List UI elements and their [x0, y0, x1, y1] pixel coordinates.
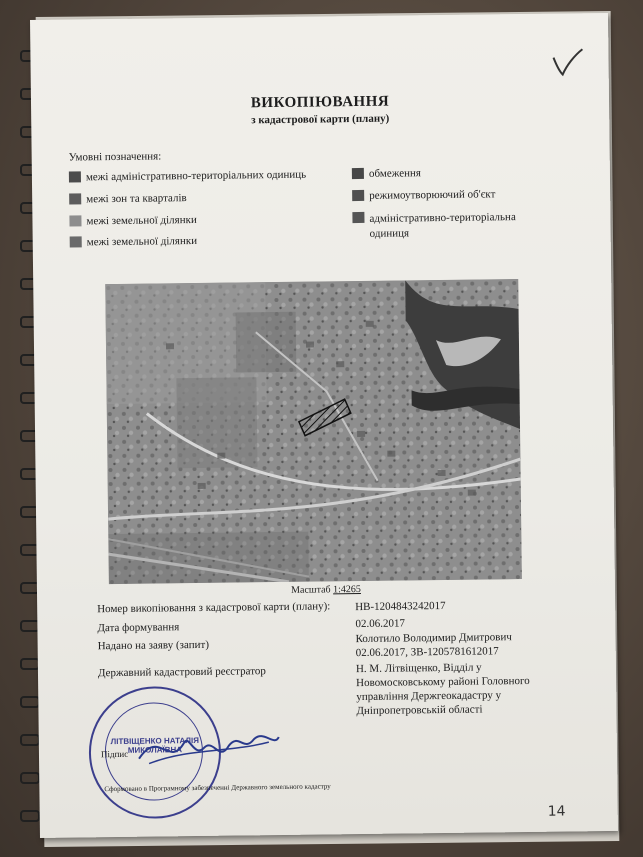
- field-value: Колотило Володимир Дмитрович 02.06.2017, ЗВ-1205781612017: [355, 631, 512, 660]
- field-label: Державний кадастровий реєстратор: [97, 665, 266, 680]
- legend-label: обмеження: [368, 167, 421, 180]
- field-value: 02.06.2017: [355, 617, 405, 631]
- legend-label: межі земельної ділянки: [86, 234, 198, 249]
- page-number: 14: [547, 803, 566, 820]
- footnote: Сформовано в Програмному забезпеченні Державного земельного кадастру: [104, 782, 331, 794]
- legend-label: режимоутворюючий об'єкт: [369, 188, 496, 202]
- field-value: НВ-1204843242017: [355, 599, 446, 614]
- legend-item: [352, 210, 532, 242]
- legend-swatch-icon: [352, 212, 364, 223]
- legend-item: [69, 214, 196, 228]
- scale-label: Масштаб: [291, 584, 331, 596]
- legend-label: адміністративно-територіальна одиниця: [369, 211, 516, 240]
- legend-item: [69, 192, 187, 205]
- legend-swatch-icon: [70, 236, 82, 247]
- legend-label: межі адміністративно-територіальних одиниць: [85, 168, 307, 184]
- legend-swatch-icon: [352, 168, 364, 179]
- legend-swatch-icon: [69, 171, 81, 182]
- document-page: [30, 13, 618, 838]
- field-label: Дата формування: [97, 621, 180, 635]
- field-label: Надано на заяву (запит): [97, 638, 210, 653]
- legend-label: межі зон та кварталів: [86, 192, 187, 206]
- signature-label: Підпис: [100, 748, 129, 760]
- legend-swatch-icon: [69, 215, 81, 226]
- legend-swatch-icon: [69, 193, 81, 204]
- legend-label: межі земельної ділянки: [86, 213, 197, 228]
- legend-heading: Умовні позначення:: [68, 150, 162, 164]
- checkmark-icon: [550, 47, 584, 77]
- document-title: ВИКОПІЮВАННЯ: [250, 93, 390, 112]
- scale-value: 1:4265: [333, 584, 361, 596]
- legend-item: [69, 169, 306, 184]
- document-subtitle: з кадастрової карти (плану): [251, 112, 390, 127]
- legend-item: [352, 167, 421, 180]
- legend-item: [70, 235, 197, 249]
- legend-swatch-icon: [352, 190, 364, 201]
- legend-item: [352, 188, 495, 202]
- aerial-map-image: [105, 279, 522, 584]
- field-value: Н. М. Літвіщенко, Відділ у Новомосковському районі Головного управління Держгеокадастру у Дніпропетровській області: [355, 661, 530, 718]
- field-label: Номер викопіювання з кадастрової карти (плану):: [97, 600, 331, 616]
- stamp-name: ЛІТВІЩЕНКО НАТАЛІЯ МИКОЛАЇВНА: [110, 735, 200, 755]
- signature-icon: [129, 717, 290, 779]
- cadastral-map: [105, 279, 522, 584]
